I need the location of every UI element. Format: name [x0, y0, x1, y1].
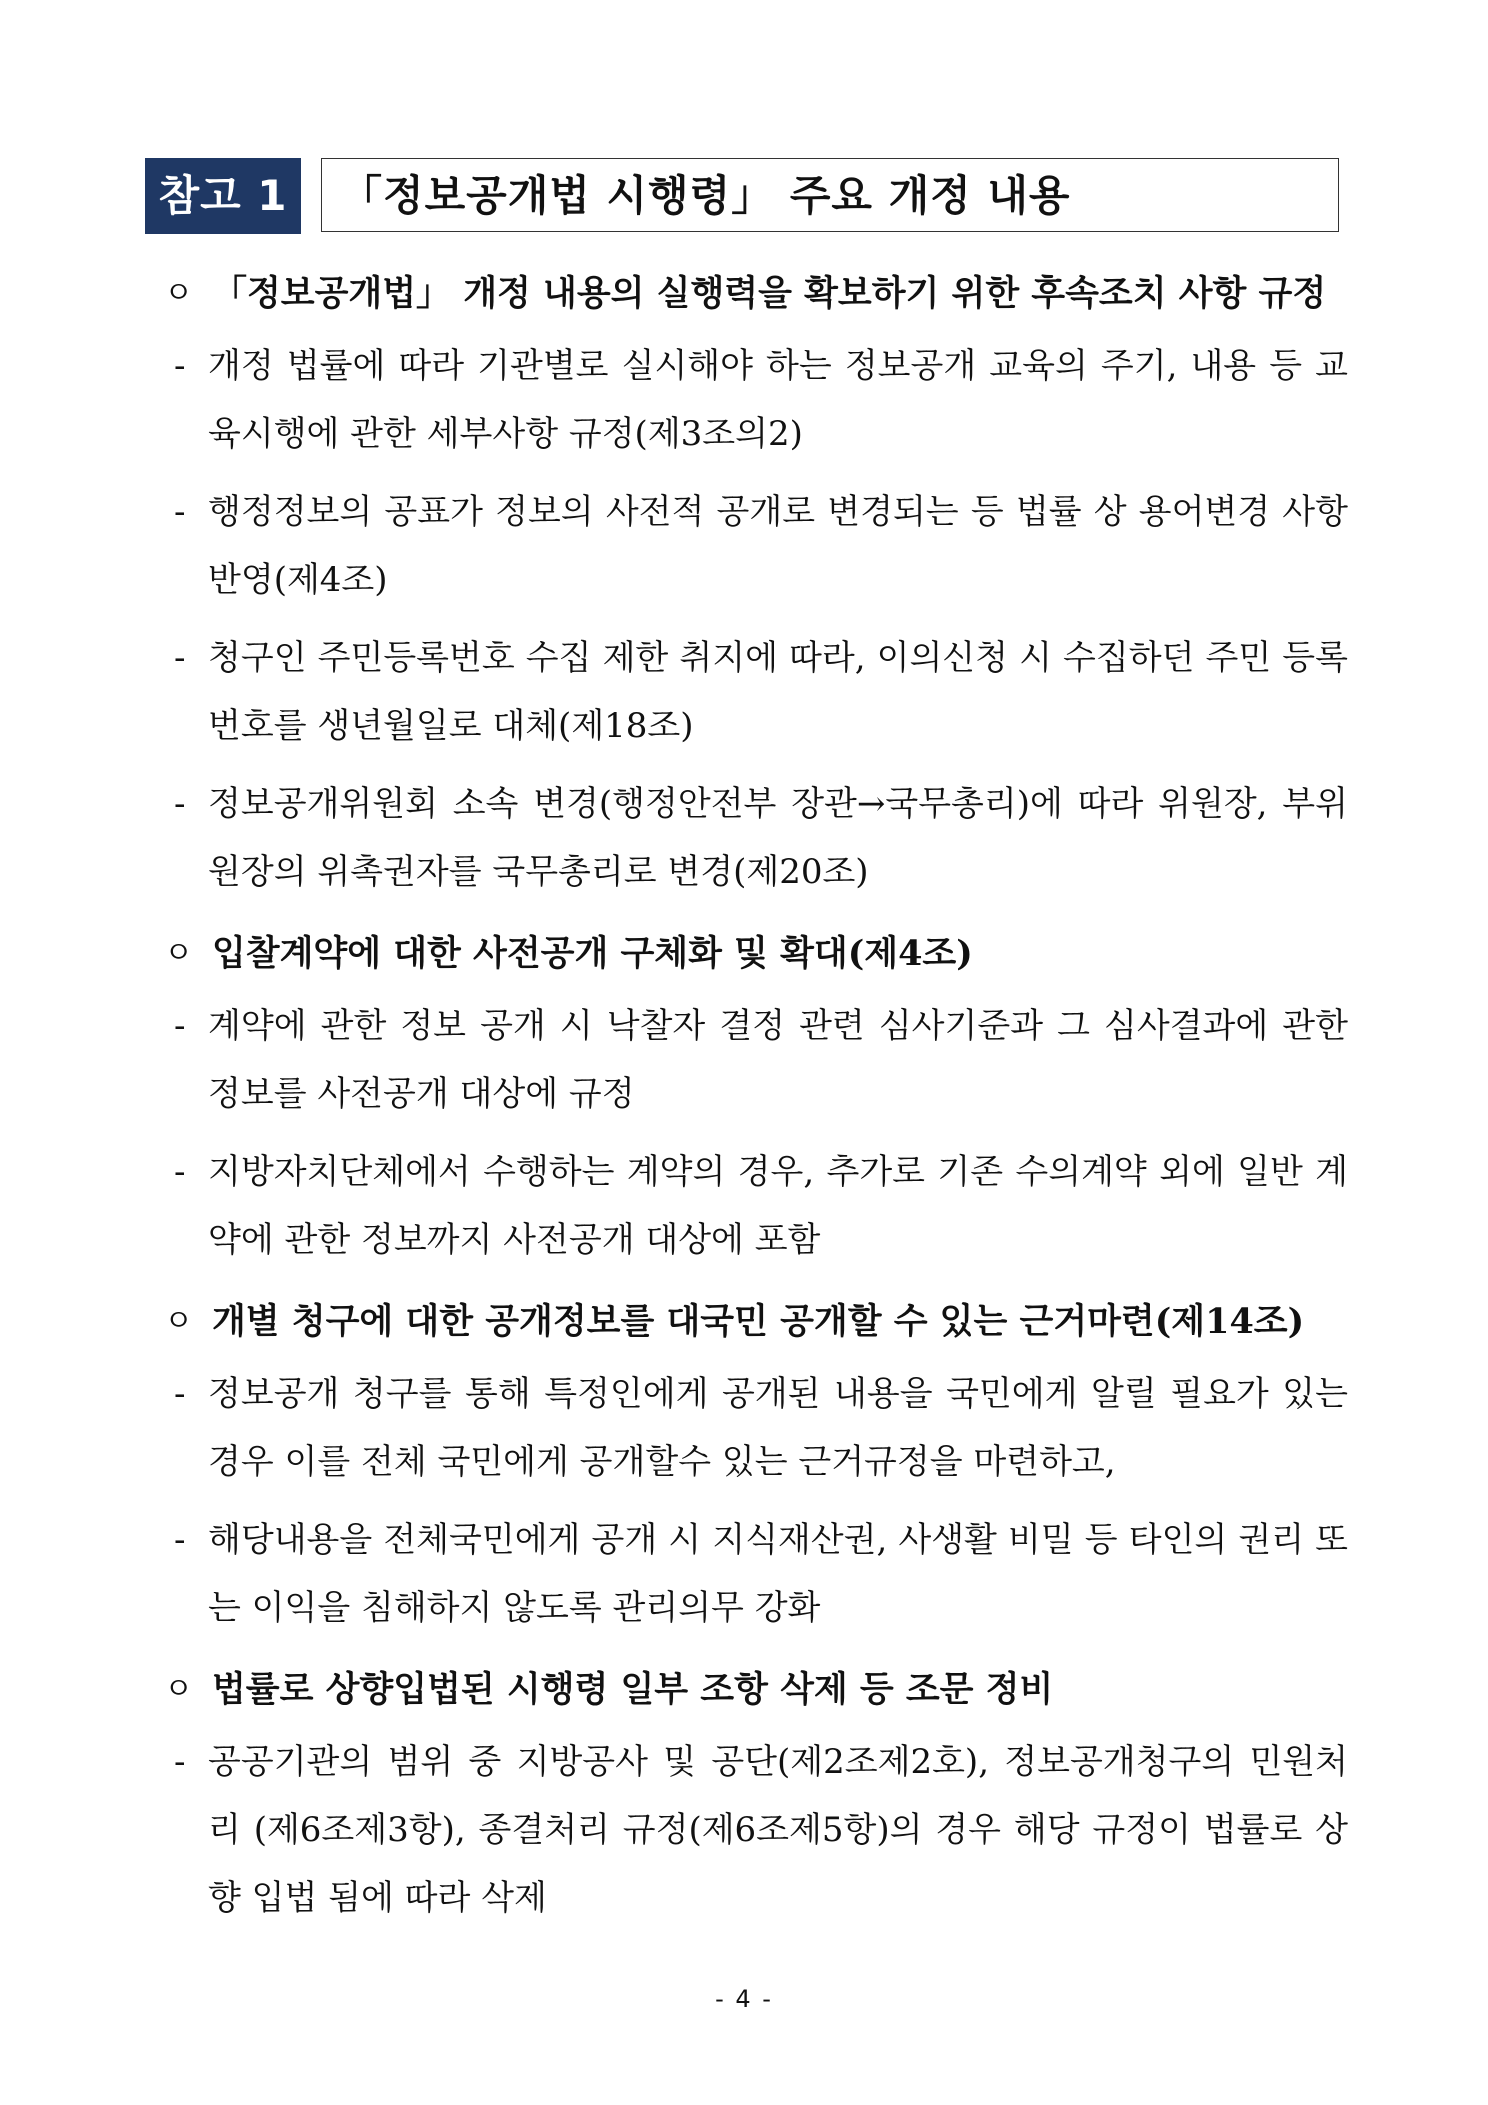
dash-bullet-icon: - [174, 492, 186, 532]
section-heading-text: 입찰계약에 대한 사전공개 구체화 및 확대(제4조) [212, 933, 973, 974]
dash-bullet-icon: - [174, 1374, 186, 1414]
section-heading [160, 922, 1348, 986]
section-2 [160, 922, 1348, 1274]
dash-bullet-icon: - [174, 1520, 186, 1560]
page-header [145, 158, 1341, 234]
dash-bullet-icon: - [174, 784, 186, 824]
section-4 [160, 1658, 1348, 1932]
list-item [160, 478, 1348, 614]
list-item-text: 공공기관의 범위 중 지방공사 및 공단(제2조제2호), 정보공개청구의 민원처리 (제6조제3항), 종결처리 규정(제6조제5항)의 경우 해당 규정이 법률로 상향 입법 됨에 따라 삭제 [208, 1742, 1348, 1918]
reference-badge: 참고 1 [145, 158, 301, 234]
list-item [160, 992, 1348, 1128]
dash-bullet-icon: - [174, 1742, 186, 1782]
circle-bullet-icon: ㅇ [164, 936, 193, 971]
section-heading-text: 개별 청구에 대한 공개정보를 대국민 공개할 수 있는 근거마련(제14조) [212, 1301, 1305, 1342]
list-item-text: 개정 법률에 따라 기관별로 실시해야 하는 정보공개 교육의 주기, 내용 등 교육시행에 관한 세부사항 규정(제3조의2) [208, 346, 1348, 454]
list-item-text: 행정정보의 공표가 정보의 사전적 공개로 변경되는 등 법률 상 용어변경 사항 반영(제4조) [208, 492, 1348, 600]
list-item-text: 계약에 관한 정보 공개 시 낙찰자 결정 관련 심사기준과 그 심사결과에 관한 정보를 사전공개 대상에 규정 [208, 1006, 1348, 1114]
list-item [160, 1728, 1348, 1932]
section-heading [160, 262, 1348, 326]
circle-bullet-icon: ㅇ [164, 1672, 193, 1707]
section-heading [160, 1658, 1348, 1722]
page-number: - 4 - [715, 1985, 773, 2013]
list-item [160, 1360, 1348, 1496]
dash-bullet-icon: - [174, 1152, 186, 1192]
section-heading-text: 법률로 상향입법된 시행령 일부 조항 삭제 등 조문 정비 [212, 1669, 1054, 1710]
list-item [160, 770, 1348, 906]
list-item [160, 1138, 1348, 1274]
circle-bullet-icon: ㅇ [164, 1304, 193, 1339]
document-body [160, 262, 1348, 1942]
list-item-text: 청구인 주민등록번호 수집 제한 취지에 따라, 이의신청 시 수집하던 주민 등록번호를 생년월일로 대체(제18조) [208, 638, 1348, 746]
list-item-text: 정보공개 청구를 통해 특정인에게 공개된 내용을 국민에게 알릴 필요가 있는 경우 이를 전체 국민에게 공개할수 있는 근거규정을 마련하고, [208, 1374, 1348, 1482]
dash-bullet-icon: - [174, 638, 186, 678]
list-item [160, 332, 1348, 468]
section-heading [160, 1290, 1348, 1354]
circle-bullet-icon: ㅇ [164, 276, 193, 311]
list-item-text: 해당내용을 전체국민에게 공개 시 지식재산권, 사생활 비밀 등 타인의 권리 또는 이익을 침해하지 않도록 관리의무 강화 [208, 1520, 1348, 1628]
dash-bullet-icon: - [174, 346, 186, 386]
list-item-text: 지방자치단체에서 수행하는 계약의 경우, 추가로 기존 수의계약 외에 일반 계약에 관한 정보까지 사전공개 대상에 포함 [208, 1152, 1348, 1260]
page-title: 「정보공개법 시행령」 주요 개정 내용 [321, 158, 1339, 232]
section-heading-text: 「정보공개법」 개정 내용의 실행력을 확보하기 위한 후속조치 사항 규정 [212, 273, 1327, 314]
list-item [160, 1506, 1348, 1642]
list-item-text: 정보공개위원회 소속 변경(행정안전부 장관→국무총리)에 따라 위원장, 부위원장의 위촉권자를 국무총리로 변경(제20조) [208, 784, 1348, 892]
dash-bullet-icon: - [174, 1006, 186, 1046]
list-item [160, 624, 1348, 760]
section-1 [160, 262, 1348, 906]
section-3 [160, 1290, 1348, 1642]
